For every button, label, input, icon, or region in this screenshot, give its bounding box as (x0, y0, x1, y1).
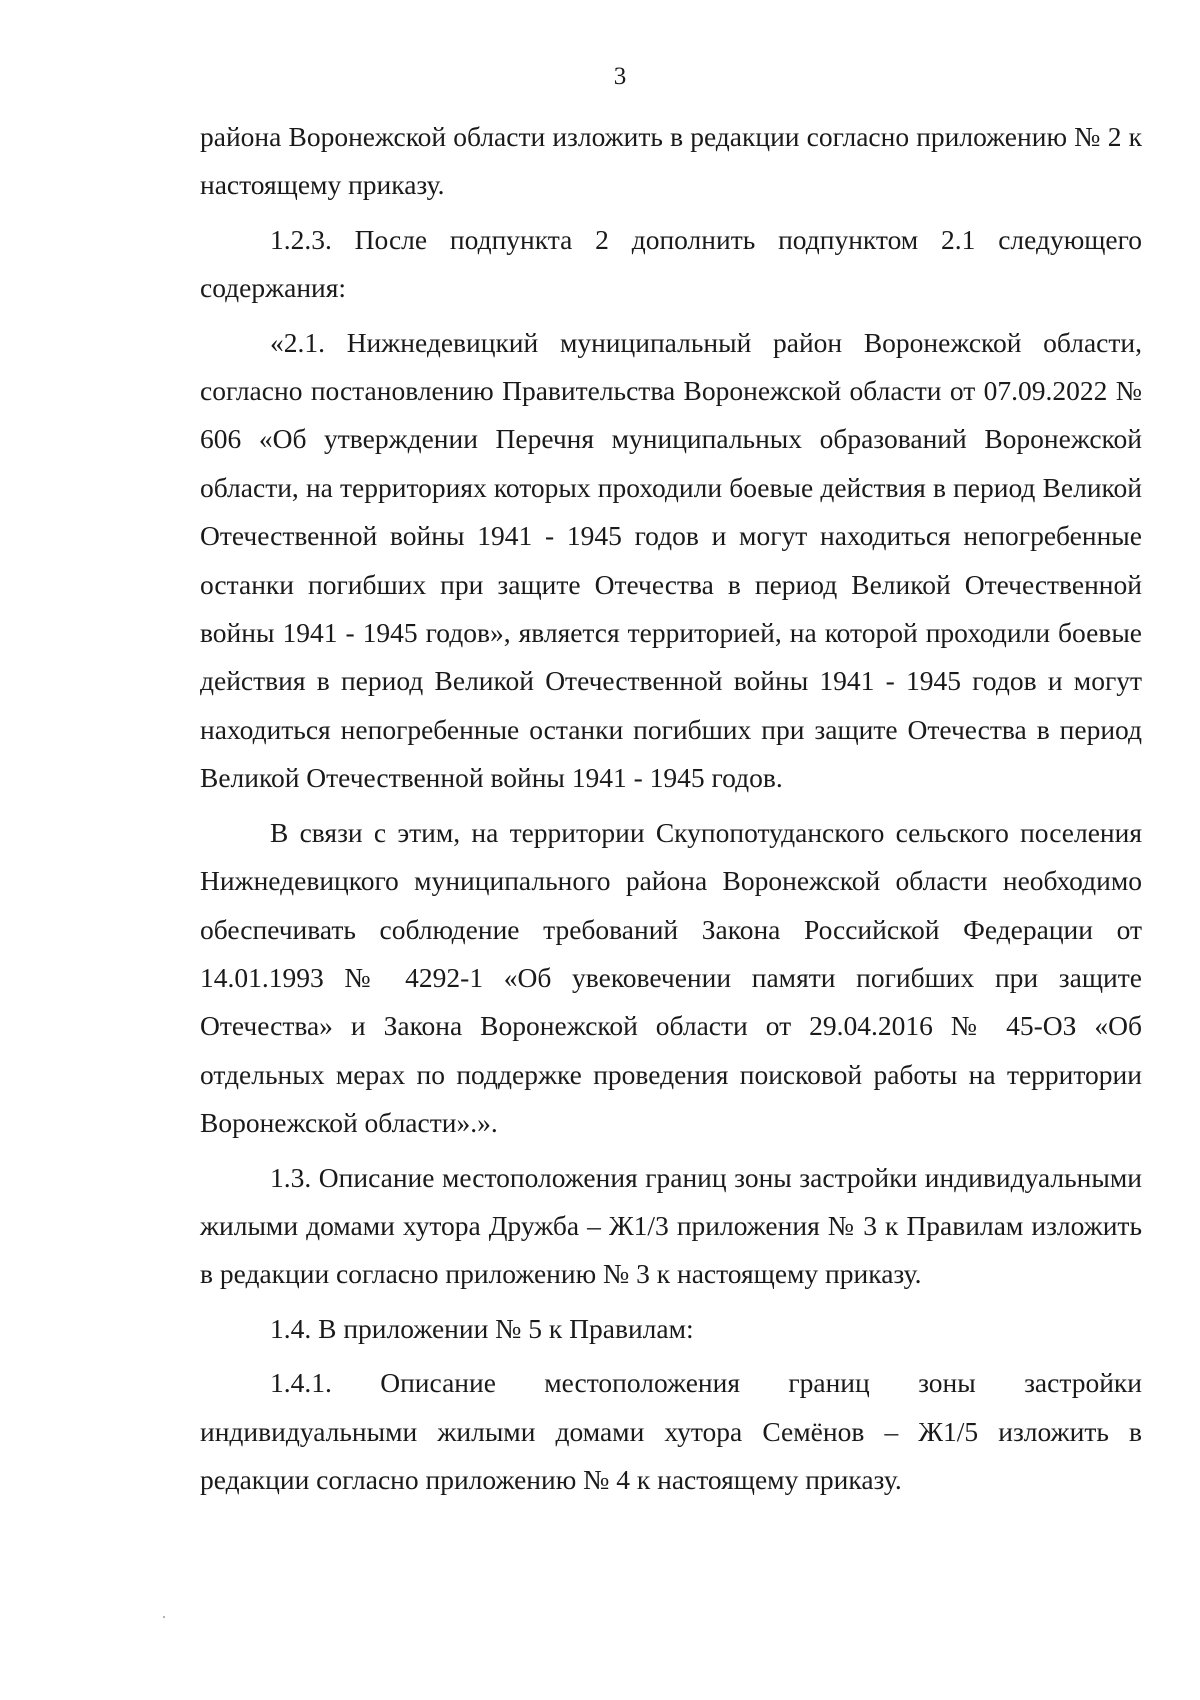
paragraph-1-4-1: 1.4.1. Описание местоположения границ зоны застройки индивидуальными жилыми домами хутора Семёнов – Ж1/5 изложить в редакции согласно приложению № 4 к настоящему приказу. (200, 1367, 1142, 1495)
paragraph-in-connection: В связи с этим, на территории Скупопотуданского сельского поселения Нижнедевицкого муниципального района Воронежской области необходимо обеспечивать соблюдение требований Закона Российской Федерации от 14.01.1993 № 4292-1 «Об увековечении памяти погибших при защите Отечества» и Закона Воронежской области от 29.04.2016 № 45-ОЗ «Об отдельных мерах по поддержке проведения поисковой работы на территории Воронежской области».». (200, 816, 1142, 1139)
paragraph-1-3: 1.3. Описание местоположения границ зоны застройки индивидуальными жилыми домами хутора Дружба – Ж1/3 приложения № 3 к Правилам изложить в редакции согласно приложению № 3 к настоящему приказу. (200, 1161, 1142, 1290)
paragraph-1-4: 1.4. В приложении № 5 к Правилам: (270, 1312, 694, 1344)
document-body (200, 113, 1142, 1504)
paragraph-continuation: района Воронежской области изложить в редакции согласно приложению № 2 к настоящему приказу. (200, 121, 1142, 201)
page-number: 3 (613, 63, 627, 90)
paragraph-1-2-3: 1.2.3. После подпункта 2 дополнить подпунктом 2.1 следующего содержания: (200, 223, 1142, 304)
paragraph-2-1-quote: «2.1. Нижнедевицкий муниципальный район Воронежской области, согласно постановлению Правительства Воронежской области от 07.09.2022 № 606 «Об утверждении Перечня муниципальных образований Воронежской области, на территориях которых проходили боевые действия в период Великой Отечественной войны 1941 - 1945 годов и могут находиться непогребенные останки погибших при защите Отечества в период Великой Отечественной войны 1941 - 1945 годов», является территорией, на которой проходили боевые действия в период Великой Отечественной войны 1941 - 1945 годов и могут находиться непогребенные останки погибших при защите Отечества в период Великой Отечественной войны 1941 - 1945 годов. (200, 326, 1142, 794)
scan-speck (163, 1616, 165, 1618)
